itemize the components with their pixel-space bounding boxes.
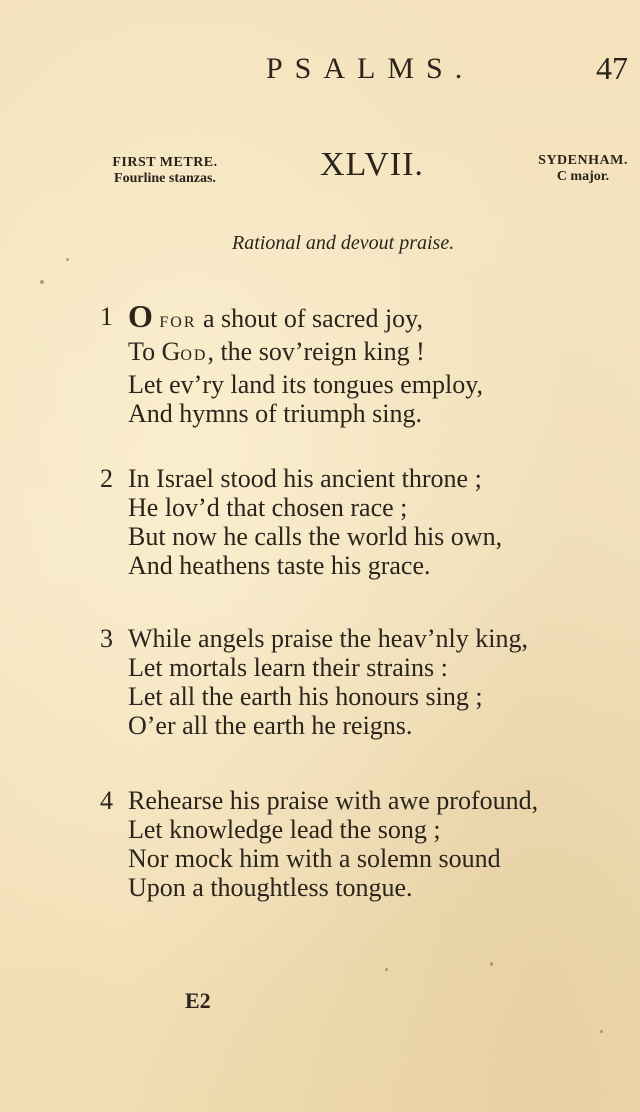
- page-number: 47: [596, 50, 628, 86]
- running-title: PSALMS.: [266, 52, 475, 85]
- tune-line-1: SYDENHAM.: [538, 153, 628, 168]
- metre-label: [100, 155, 230, 187]
- foxing-spot: [600, 1030, 603, 1033]
- stanza-line: Let knowledge lead the song ;: [128, 815, 441, 844]
- metre-line-1: FIRST METRE.: [112, 155, 218, 170]
- stanza-line: Let mortals learn their strains :: [128, 653, 448, 682]
- line-text: a shout of sacred joy,: [203, 304, 423, 333]
- stanza-line: Nor mock him with a solemn sound: [128, 844, 501, 873]
- stanza-line: And hymns of triumph sing.: [128, 399, 422, 428]
- stanza-line: O’er all the earth he reigns.: [128, 711, 413, 740]
- foxing-spot: [66, 258, 69, 261]
- small-caps-word: OD: [180, 347, 208, 364]
- stanza-line: [128, 337, 588, 370]
- psalm-subtitle: Rational and devout praise.: [232, 232, 455, 254]
- stanza-number: 3: [100, 624, 113, 653]
- stanza-line: But now he calls the world his own,: [128, 522, 503, 551]
- stanza-number: 4: [100, 786, 113, 815]
- stanza-line: In Israel stood his ancient throne ;: [128, 464, 482, 493]
- stanza-line: He lov’d that chosen race ;: [128, 493, 408, 522]
- line-text: To G: [128, 337, 181, 366]
- stanza-number: 2: [100, 464, 113, 493]
- foxing-spot: [385, 968, 388, 971]
- foxing-spot: [40, 280, 44, 284]
- signature-mark: E2: [185, 988, 211, 1013]
- foxing-spot: [490, 962, 493, 966]
- tune-line-2: C major.: [556, 169, 610, 184]
- stanza-line: While angels praise the heav’nly king,: [128, 624, 528, 653]
- tune-label: [533, 153, 633, 185]
- stanza-line: Upon a thoughtless tongue.: [128, 873, 413, 902]
- stanza-line: Rehearse his praise with awe profound,: [128, 786, 539, 815]
- stanza-line: Let ev’ry land its tongues employ,: [128, 370, 484, 399]
- stanza-number: 1: [100, 302, 113, 331]
- stanza-line: Let all the earth his honours sing ;: [128, 682, 483, 711]
- drop-cap: O: [128, 298, 153, 334]
- small-caps-word: FOR: [159, 314, 197, 331]
- stanza-line: [128, 298, 588, 337]
- stanza-line: And heathens taste his grace.: [128, 551, 431, 580]
- line-text: , the sov’reign king !: [207, 337, 425, 366]
- metre-line-2: Fourline stanzas.: [114, 171, 216, 186]
- psalm-number: XLVII.: [320, 146, 424, 183]
